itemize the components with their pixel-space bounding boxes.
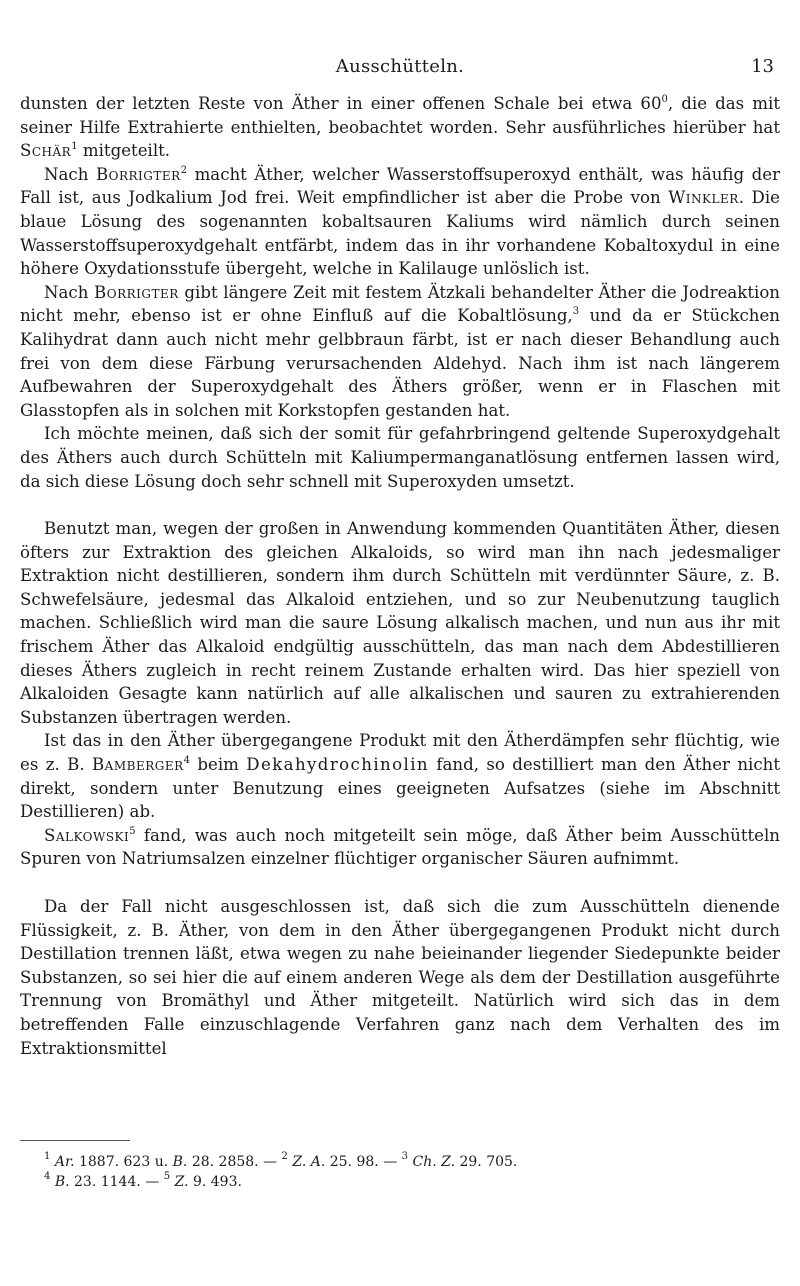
footnote-marker: 5	[129, 825, 136, 837]
spaced-term: Dekahydrochinolin	[246, 755, 430, 775]
text-run: , die das mit seiner Hilfe Extrahierte enthielten, beobachtet worden. Sehr ausführliches hierüber hat	[20, 94, 781, 137]
footnote-marker: 2	[180, 164, 188, 176]
footnote-marker: 4	[44, 1171, 51, 1182]
text-run: fand, so destilliert man den Äther nicht direkt, sondern unter Benutzung eines geeigneten Aufsatzes (siehe im Abschnitt Destillieren) ab.	[20, 755, 780, 822]
text-run: Ist das in den Äther übergegangene Produkt mit den Ätherdämpfen sehr flüchtig, wie es z. B.	[20, 731, 780, 775]
text-run: 25. 98. —	[325, 1154, 402, 1170]
author-name: Schär	[20, 141, 72, 161]
running-title: Ausschütteln.	[335, 56, 465, 77]
footnote-marker: 1	[71, 141, 78, 153]
text-run: 23. 1144. —	[69, 1174, 164, 1190]
footnote-marker: 5	[163, 1171, 171, 1182]
text-run: dunsten der letzten Reste von Äther in einer offenen Schale bei etwa 60	[20, 94, 662, 113]
text-run: fand, was auch noch mitgeteilt sein möge, daß Äther beim Ausschütteln Spuren von Natriumsalzen einzelner flüchtiger organischer Säuren aufnimmt.	[20, 825, 780, 869]
page-number: 13	[751, 56, 774, 77]
paragraph-gap	[20, 493, 780, 517]
author-name: Salkowski	[44, 825, 130, 845]
text-run: 28. 2858. —	[187, 1154, 282, 1170]
text-run: Nach	[44, 282, 95, 302]
paragraph-gap	[20, 871, 780, 895]
text-run: . Die blaue Lösung des sogenannten kobaltsauren Kaliums wird nämlich durch seinen Wasserstoffsuperoxydgehalt entfärbt, indem das in ihr vorhandene Kobaltoxydul in eine höhere Oxydationsstufe übergeht, welche in Kalilauge unlöslich ist.	[20, 188, 780, 279]
paragraph	[20, 895, 780, 1060]
footnote-marker: 2	[281, 1151, 288, 1162]
text-run: Nach	[44, 164, 96, 184]
footnotes	[44, 1152, 764, 1192]
text-run: Benutzt man, wegen der großen in Anwendung kommenden Quantitäten Äther, diesen öfters zur Extraktion des gleichen Alkaloids, so wird man ihn nach jedesmaliger Extraktion nicht destillieren, sondern ihm durch Schütteln mit verdünnter Säure, z. B. Schwefelsäure, jedesmal das Alkaloid entziehen, und so zur Neubenutzung tauglich machen. Schließlich wird man die saure Lösung alkalisch machen, und nun aus ihr mit frischem Äther das Alkaloid endgültig ausschütteln, das man nach dem Abdestillieren dieses Äthers zugleich in recht reinem Zustande erhalten wird. Das hier speziell von Alkaloiden Gesagte kann natürlich auf alle alkalischen und sauren zu extrahierenden Substanzen übertragen werden.	[20, 519, 780, 727]
footnote-marker: 0	[661, 94, 668, 105]
paragraph	[20, 517, 780, 729]
text-run: macht Äther, welcher Wasserstoffsuperoxyd enthält, was häufig der Fall ist, aus Jodkalium Jod frei. Weit empfindlicher ist aber die Probe von	[20, 164, 781, 208]
paragraph	[20, 163, 780, 281]
text-run: gibt längere Zeit mit festem Ätzkali behandelter Äther die Jodreaktion nicht mehr, ebenso ist er ohne Einfluß auf die Kobaltlösung,	[20, 282, 780, 326]
footnote-rule	[20, 1140, 130, 1141]
text-run: und da er Stückchen Kalihydrat dann auch nicht mehr gelbbraun färbt, ist er nach dieser Behandlung auch frei von dem diese Färbung verursachenden Aldehyd. Nach ihm ist nach längerem Aufbewahren der Superoxydgehalt des Äthers größer, wenn er in Flaschen mit Glasstopfen als in solchen mit Korkstopfen gestanden hat.	[20, 306, 780, 420]
footnote-marker: 1	[44, 1151, 51, 1162]
paragraph	[20, 824, 780, 871]
author-name: Borrigter	[95, 164, 181, 184]
paragraph	[20, 422, 780, 493]
text-run: 1887. 623 u.	[74, 1154, 173, 1170]
citation-abbrev: Z.	[174, 1174, 189, 1190]
paragraph	[20, 729, 780, 823]
author-name: Borrigter	[94, 282, 179, 302]
author-name: Bamberger	[91, 755, 184, 775]
paragraph	[20, 92, 780, 163]
text-run: Ich möchte meinen, daß sich der somit für gefahrbringend geltende Superoxydgehalt des Äthers auch durch Schütteln mit Kaliumpermanganatlösung entfernen lassen wird, da sich diese Lösung doch sehr schnell mit Superoxyden umsetzt.	[20, 424, 780, 491]
citation-abbrev: B.	[54, 1174, 70, 1190]
text-run: 29. 705.	[455, 1154, 518, 1170]
text-run: beim	[190, 755, 247, 775]
body-text	[20, 92, 780, 1060]
paragraph	[20, 281, 780, 423]
author-name: Winkler	[668, 188, 739, 208]
footnote-marker: 3	[401, 1151, 409, 1162]
text-run: Da der Fall nicht ausgeschlossen ist, daß sich die zum Ausschütteln dienende Flüssigkeit, z. B. Äther, von dem in den Äther übergegangenen Produkt nicht durch Destillation trennen läßt, etwa wegen zu nahe beieinander liegender Siedepunkte beider Substanzen, so sei hier die auf einem anderen Wege als dem der Destillation ausgeführte Trennung von Bromäthyl und Äther mitgeteilt. Natürlich wird sich das in dem betreffenden Falle einzuschlagende Verfahren ganz nach dem Verhalten des im Extraktionsmittel	[20, 897, 780, 1058]
citation-abbrev: Ch. Z.	[412, 1154, 456, 1170]
text-run: mitgeteilt.	[77, 141, 171, 161]
citation-abbrev: B.	[172, 1154, 188, 1170]
citation-abbrev: Z. A.	[292, 1154, 326, 1170]
footnote-line	[44, 1152, 764, 1172]
footnote-marker: 4	[183, 755, 191, 767]
text-run: 9. 493.	[188, 1174, 242, 1190]
running-header	[20, 56, 780, 82]
footnote-marker: 3	[572, 306, 580, 318]
citation-abbrev: Ar.	[54, 1154, 75, 1170]
footnote-line	[44, 1172, 764, 1192]
